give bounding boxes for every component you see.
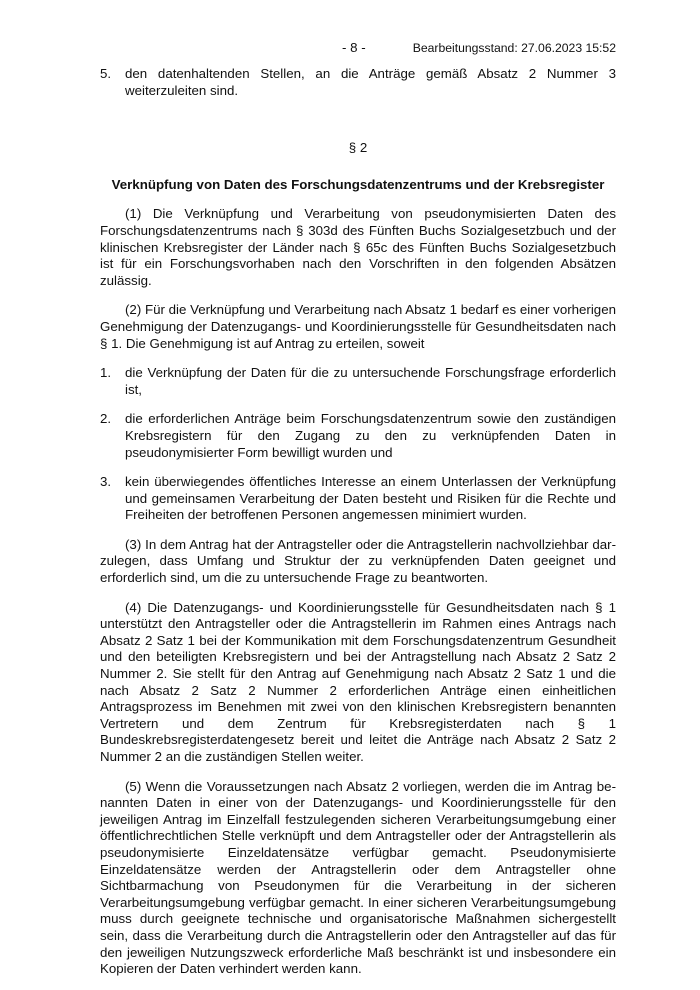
paragraph-5: (5) Wenn die Voraussetzungen nach Absatz 2 vorliegen, werden die im Antrag benannten Daten in einer von der Datenzugangs- und Koordinierungsstelle für den jeweiligen Antrag im Einzelfall festzulegenden sicheren Verarbeitungsumgebung einer öffentlichrechtlichen Stelle verknüpft und dem Antragsteller oder der Antragstellerin als pseudonymisierte Einzeldatensätze verfügbar gemacht. Pseudonymisierte Einzeldatensätze werden der Antragstellerin oder dem Antragsteller ohne Sichtbarmachung von Pseudonymen für die Verarbeitung in der sicheren Verarbeitungsumgebung verfügbar gemacht. In einer sicheren Verarbeitungsumgebung muss durch geeignete technische und organisatorische Maßnahmen sichergestellt sein, dass die Verarbeitung durch die Antragstellerin oder den Antragsteller auf das für den jeweiligen Nutzungszweck erforderliche Maß beschränkt ist und insbesondere ein Kopieren der Daten verhindert werden kann. xyxy=(100,778,616,977)
section-symbol: § 2 xyxy=(348,140,368,156)
list-item-prev-5 xyxy=(100,66,616,99)
list-item-number: 3. xyxy=(100,474,112,490)
list-item-number: 5. xyxy=(100,66,112,81)
list-item-text: kein überwiegendes öffentliches Interesse an einem Unterlassen der Verknüpfung und gemeinsamen Verarbeitung der Daten besteht und Risiken für die Rechte und Freiheiten der betroffenen Personen angemessen minimiert wurden. xyxy=(125,474,616,523)
paragraph-3: (3) In dem Antrag hat der Antragsteller oder die Antragstellerin nachvollziehbar darzulegen, dass Umfang und Struktur der zu verknüpfenden Daten geeignet und erforderlich sind, um die zu untersuchende Frage zu beantworten. xyxy=(100,536,616,586)
list-item-3 xyxy=(100,474,616,524)
document-body xyxy=(100,66,616,978)
paragraph-1: (1) Die Verknüpfung und Verarbeitung von pseudonymisierten Daten des Forschungsdatenzentrums nach § 303d des Fünften Buchs Sozialgesetzbuch und der klinischen Krebsregister der Länder nach § 65c des Fünften Buchs Sozialgesetzbuch ist für ein Forschungsvorhaben nach den Vorschriften in den folgenden Absätzen zulässig. xyxy=(100,206,616,288)
list-item-text: den datenhaltenden Stellen, an die Anträge gemäß Absatz 2 Nummer 3 weiterzuleiten sind. xyxy=(125,66,616,98)
edit-status: Bearbeitungsstand: 27.06.2023 15:52 xyxy=(412,41,616,55)
list-item-text: die erforderlichen Anträge beim Forschungsdatenzentrum sowie den zuständigen Krebsregistern für den Zugang zu den zu verknüpfenden Daten in pseudonymisierter Form bewilligt wurden und xyxy=(125,411,616,460)
page-number: - 8 - xyxy=(342,40,366,55)
list-item-1 xyxy=(100,365,616,398)
paragraph-2: (2) Für die Verknüpfung und Verarbeitung nach Absatz 1 bedarf es einer vorherigen Genehmigung der Datenzugangs- und Koordinierungsstelle für Gesundheitsdaten nach § 1. Die Genehmigung ist auf Antrag zu erteilen, soweit xyxy=(100,302,616,351)
paragraph-4: (4) Die Datenzugangs- und Koordinierungsstelle für Gesundheitsdaten nach § 1 unterstützt den Antragsteller oder die Antragstellerin im Rahmen eines Antrags nach Absatz 2 Satz 1 bei der Kommunikation mit dem Forschungsdatenzentrum Gesundheit und den beteiligten Krebsregistern und bei der Antragstellung nach Absatz 2 Satz 2 Nummer 2. Sie stellt für den Antrag auf Genehmigung nach Absatz 2 Satz 1 und die nach Absatz 2 Satz 2 Nummer 2 erforderlichen Anträge einen einheitlichen Antragsprozess im Benehmen mit zwei von den klinischen Krebsregistern benannten Vertretern und dem Zentrum für Krebsregisterdaten nach § 1 Bundeskrebsregisterdatengesetz bereit und leitet die Anträge nach Absatz 2 Satz 2 Nummer 2 an die zuständigen Stellen weiter. xyxy=(100,599,616,764)
list-item-2 xyxy=(100,411,616,461)
list-item-number: 2. xyxy=(100,411,112,427)
section-title: Verknüpfung von Daten des Forschungsdatenzentrums und der Krebsregister xyxy=(111,176,605,192)
list-item-text: die Verknüpfung der Daten für die zu untersuchende Forschungsfrage erforderlich ist, xyxy=(125,365,616,397)
page-header xyxy=(0,40,700,58)
list-item-number: 1. xyxy=(100,365,112,381)
